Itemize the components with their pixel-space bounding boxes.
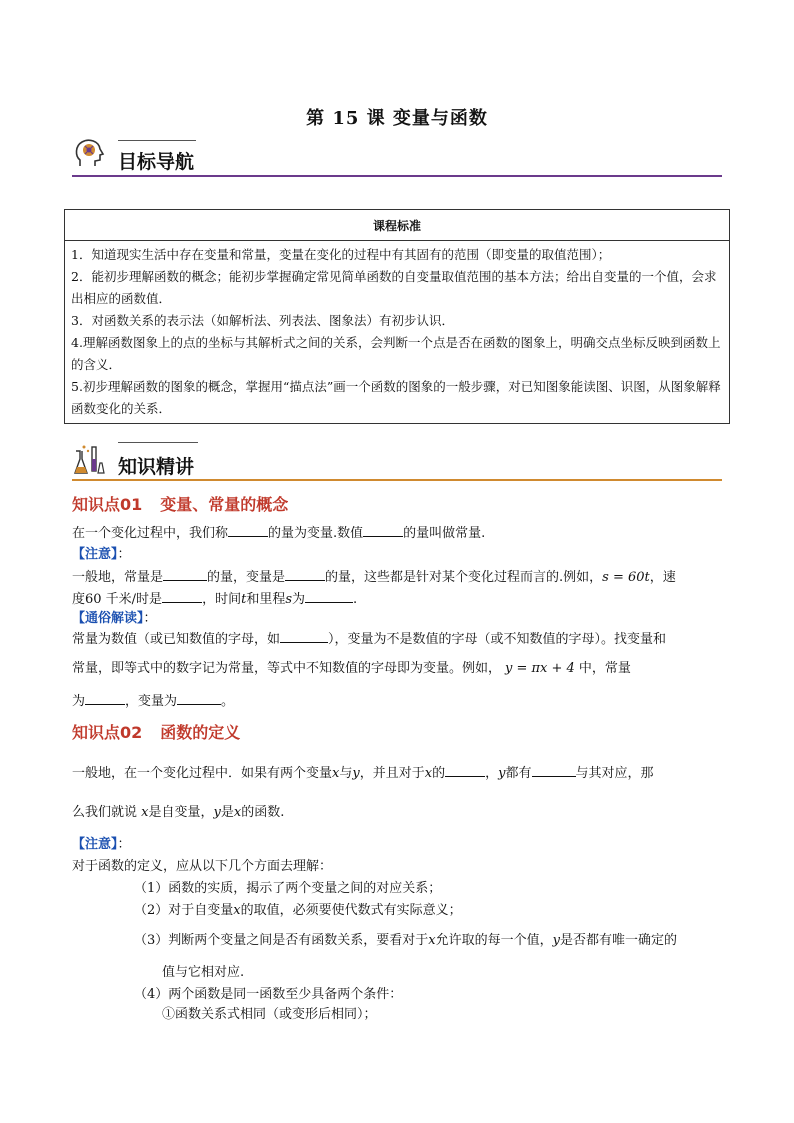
kp2-title: 函数的定义	[160, 723, 241, 742]
goal-section-rule	[72, 175, 722, 177]
lab-flask-icon	[72, 443, 106, 477]
course-standards-table	[64, 209, 730, 424]
fill-blank	[363, 522, 403, 537]
fill-blank	[228, 522, 268, 537]
kp2-heading	[72, 720, 240, 743]
kp1-line5: 常量，即等式中的数字记为常量，等式中不知数值的字母即为变量。例如， y = πx + 4 中，常量	[72, 661, 631, 676]
kp2-point4-1: ①函数关系式相同（或变形后相同）；	[162, 1007, 377, 1022]
standard-item: 1．知道现实生活中存在变量和常量，变量在变化的过程中有其固有的范围（即变量的取值范围）；	[71, 247, 611, 262]
kp2-intro: 对于函数的定义，应从以下几个方面去理解：	[72, 859, 333, 874]
kp1-number: 知识点01	[72, 495, 143, 514]
kp2-number: 知识点02	[72, 723, 143, 742]
standard-item: 2．能初步理解函数的概念；能初步掌握确定常见简单函数的自变量取值范围的基本方法；给出自变量的一个值，会求出相应的函数值．	[71, 269, 717, 306]
knowledge-section-icon	[72, 443, 106, 481]
kp2-line1: 一般地，在一个变化过程中．如果有两个变量x与y，并且对于x的 ，y都有 与其对应，那	[72, 762, 724, 785]
goal-section-title: 目标导航	[118, 151, 195, 173]
fill-blank	[85, 690, 125, 705]
kp1-note-label: 【注意】：	[72, 547, 131, 562]
standards-items	[65, 241, 730, 424]
kp1-line1: 在一个变化过程中，我们称 的量为变量.数值 的量叫做常量.	[72, 522, 724, 545]
fill-blank	[305, 588, 353, 603]
brain-gear-icon	[72, 136, 106, 170]
kp1-heading	[72, 492, 288, 515]
kp1-line2: 一般地，常量是 的量，变量是 的量，这些都是针对某个变化过程而言的.例如，s = 60t，速	[72, 566, 724, 589]
kp1-line4: 常量为数值（或已知数值的字母，如 ），变量为不是数值的字母（或不知数值的字母）。找变量和	[72, 628, 724, 651]
kp1-expl-label: 【通俗解读】：	[72, 611, 157, 626]
standard-item: 3．对函数关系的表示法（如解析法、列表法、图象法）有初步认识．	[71, 313, 454, 328]
kp2-note-label: 【注意】：	[72, 837, 131, 852]
fill-blank	[280, 628, 328, 643]
fill-blank	[445, 762, 485, 777]
goal-short-rule	[118, 140, 196, 141]
kp1-line6: 为 ，变量为 。	[72, 690, 724, 713]
kp2-point3: （3）判断两个变量之间是否有函数关系，要看对于x允许取的每一个值，y是否都有唯一确定的	[134, 933, 678, 948]
kp2-point1: （1）函数的实质，揭示了两个变量之间的对应关系；	[134, 881, 442, 896]
knowledge-section-title: 知识精讲	[118, 456, 195, 478]
kp2-point4: （4）两个函数是同一函数至少具备两个条件：	[134, 987, 403, 1002]
standard-item: 4.理解函数图象上的点的坐标与其解析式之间的关系，会判断一个点是否在函数的图象上，明确交点坐标反映到函数上的含义．	[71, 335, 721, 372]
kp1-line3: 度60 千米/时是 ，时间t和里程s为 .	[72, 588, 724, 611]
kp2-line2: 么我们就说 x是自变量，y是x的函数.	[72, 805, 285, 820]
knowledge-section-rule	[72, 479, 722, 481]
fill-blank	[163, 566, 207, 581]
standards-header: 课程标准	[65, 210, 730, 241]
standard-item: 5.初步理解函数的图象的概念，掌握用“描点法”画一个函数的图象的一般步骤，对已知图象能读图、识图，从图象解释函数变化的关系．	[71, 379, 721, 416]
fill-blank	[532, 762, 576, 777]
fill-blank	[162, 588, 202, 603]
kp2-point3-cont: 值与它相对应.	[162, 965, 245, 980]
goal-section-icon	[72, 136, 106, 174]
lesson-title: 第 15 课 变量与函数	[306, 108, 488, 129]
kp1-title: 变量、常量的概念	[160, 495, 289, 514]
fill-blank	[177, 690, 221, 705]
kp2-point2: （2）对于自变量x的取值，必须要使代数式有实际意义；	[134, 903, 462, 918]
fill-blank	[285, 566, 325, 581]
knowledge-short-rule	[118, 442, 198, 443]
